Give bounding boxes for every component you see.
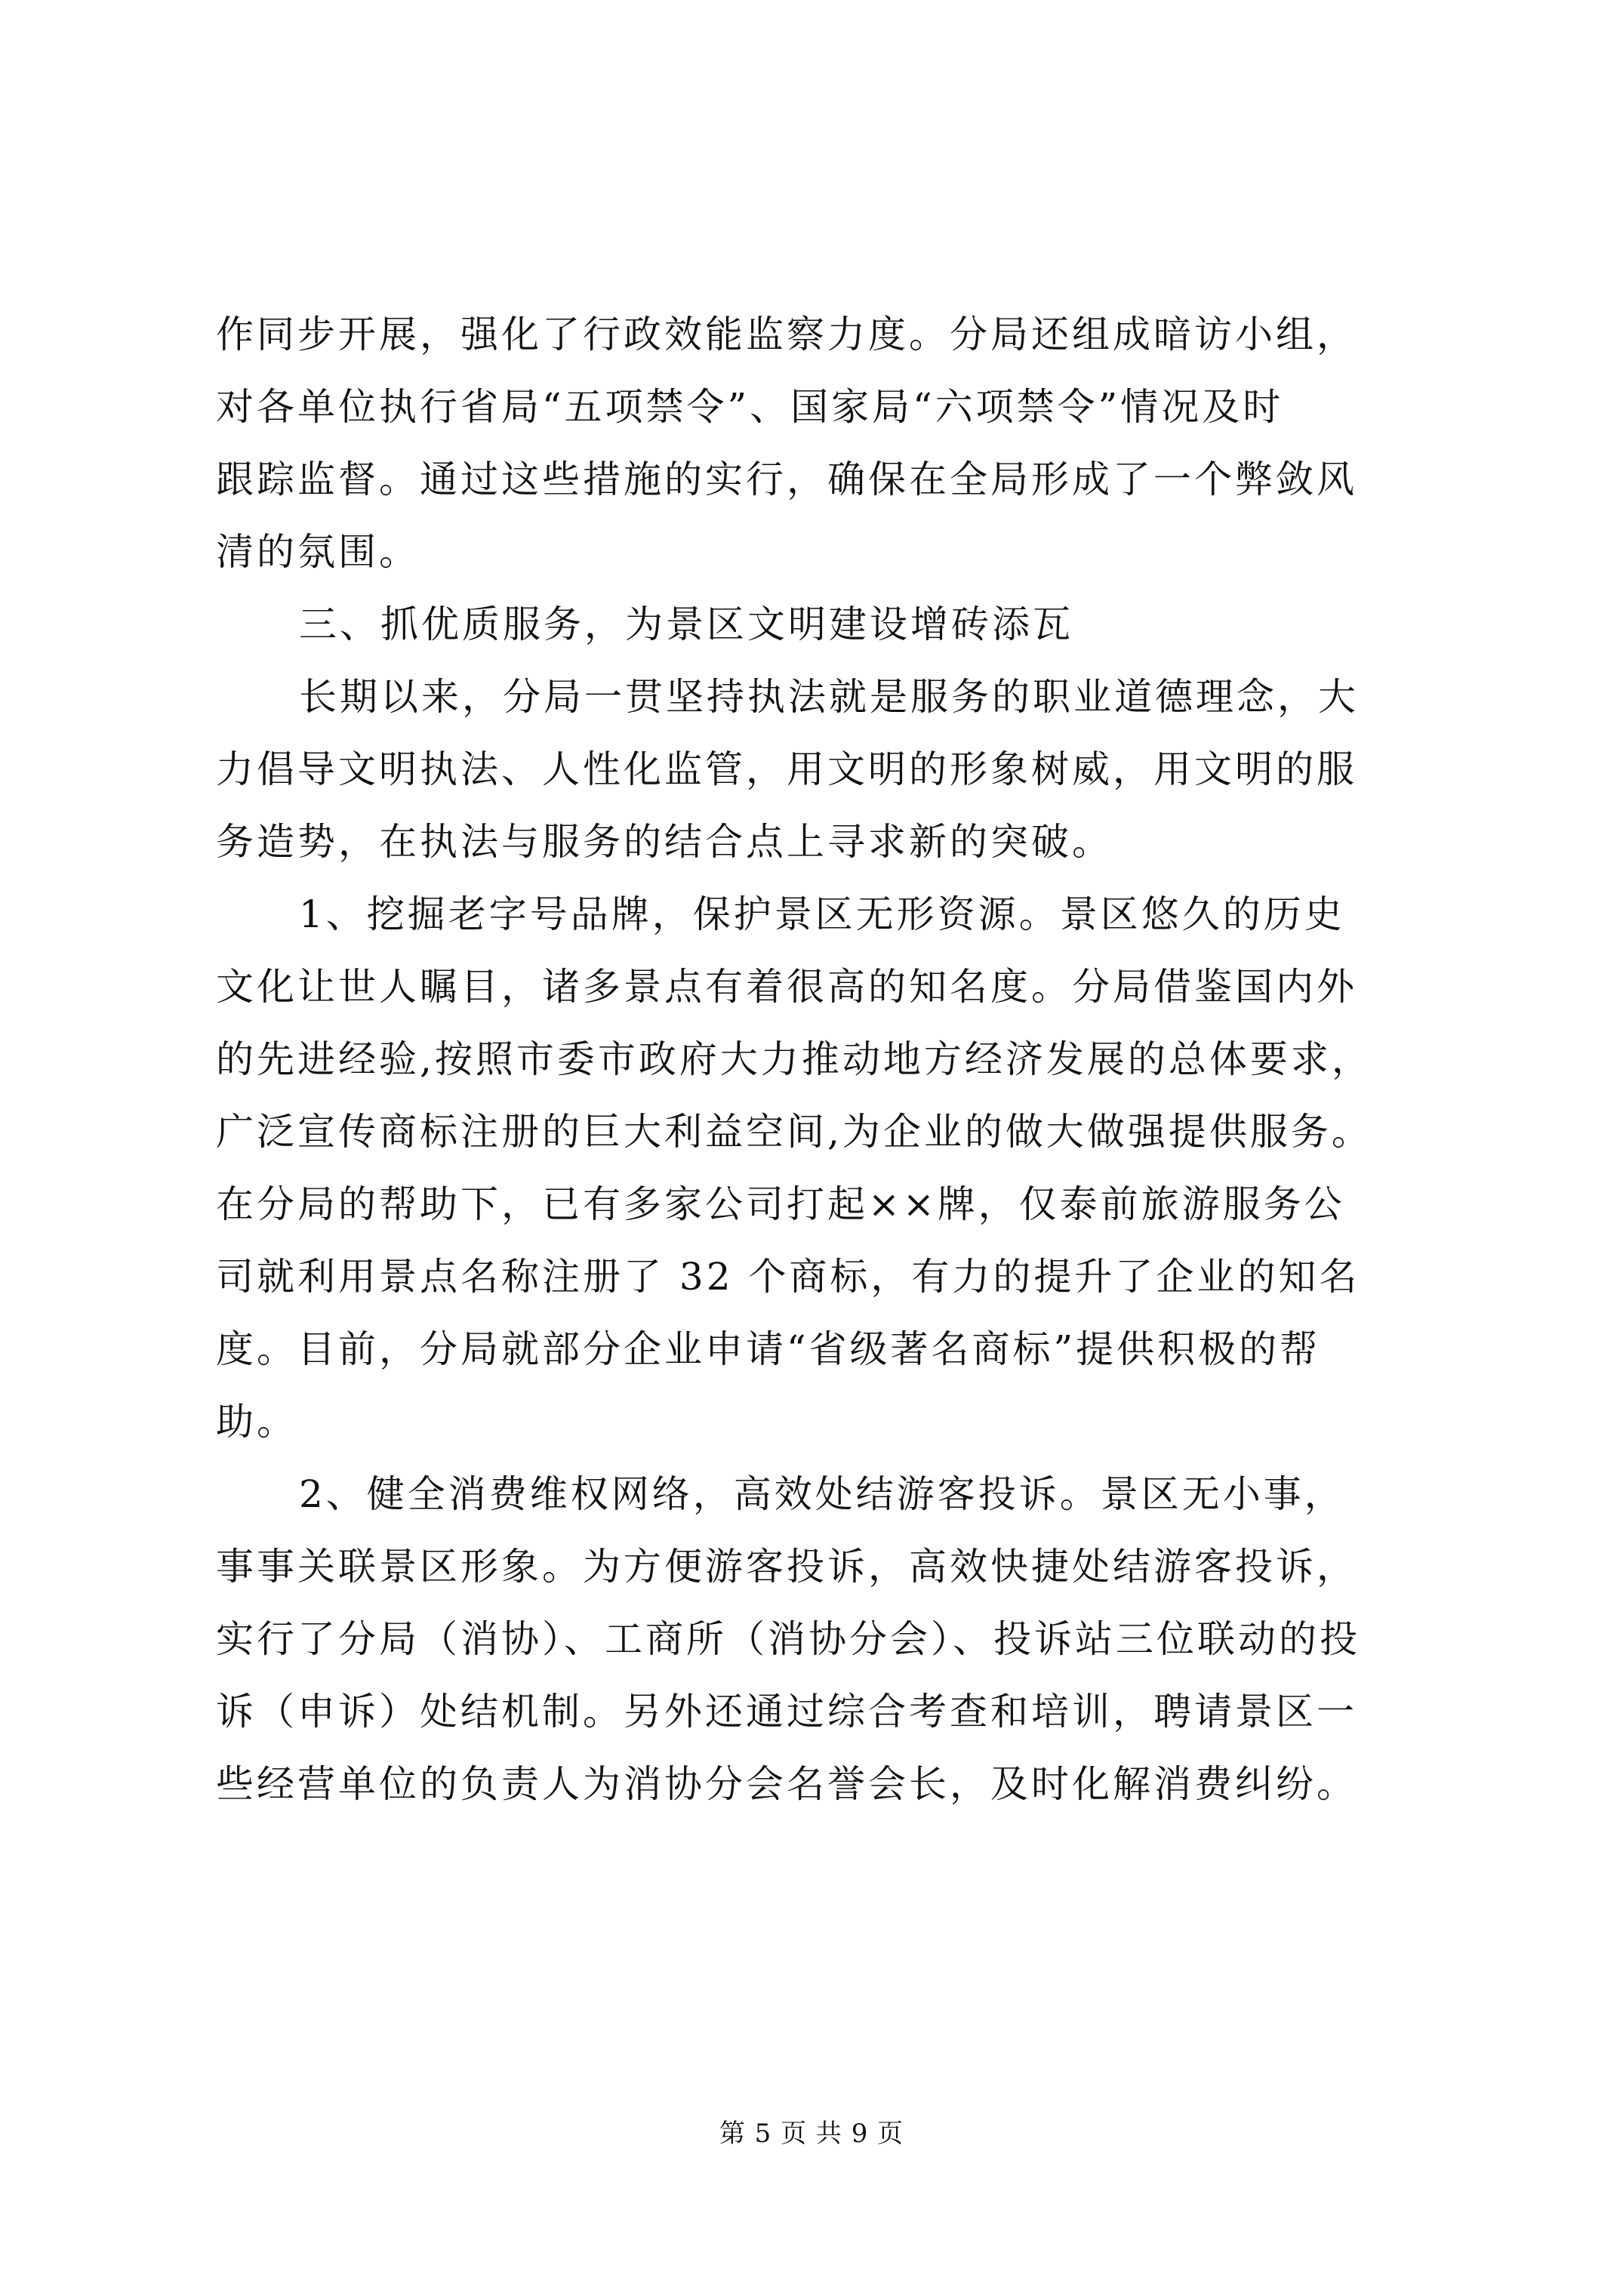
text-line: 诉（申诉）处结机制。另外还通过综合考查和培训，聘请景区一 [216, 1690, 1357, 1734]
text-line: 的先进经验,按照市委市政府大力推动地方经济发展的总体要求， [216, 1037, 1372, 1081]
text-line: 度。目前，分局就部分企业申请“省级著名商标”提供积极的帮 [216, 1327, 1321, 1371]
text-line: 跟踪监督。通过这些措施的实行，确保在全局形成了一个弊敛风 [216, 458, 1357, 501]
text-line: 1、挖掘老字号品牌，保护景区无形资源。景区悠久的历史 [299, 892, 1345, 936]
text-line: 对各单位执行省局“五项禁令”、国家局“六项禁令”情况及时 [216, 385, 1284, 429]
text-line: 在分局的帮助下，已有多家公司打起××牌，仅泰前旅游服务公 [216, 1182, 1345, 1226]
text-line: 广泛宣传商标注册的巨大利益空间,为企业的做大做强提供服务。 [216, 1110, 1372, 1154]
text-line: 助。 [216, 1400, 297, 1444]
section-heading: 三、抓优质服务，为景区文明建设增砖添瓦 [299, 603, 1073, 646]
text-line: 实行了分局（消协）、工商所（消协分会）、投诉站三位联动的投 [216, 1617, 1360, 1661]
text-line: 2、健全消费维权网络，高效处结游客投诉。景区无小事， [299, 1472, 1345, 1516]
text-line: 力倡导文明执法、人性化监管，用文明的形象树威，用文明的服 [216, 747, 1357, 791]
text-line: 文化让世人瞩目，诸多景点有着很高的知名度。分局借鉴国内外 [216, 965, 1357, 1009]
text-line: 务造势，在执法与服务的结合点上寻求新的突破。 [216, 820, 1113, 864]
document-body [216, 298, 1431, 1820]
page-footer: 第 5 页 共 9 页 [719, 2119, 904, 2149]
text-line: 些经营单位的负责人为消协分会名誉会长，及时化解消费纠纷。 [216, 1762, 1357, 1806]
text-line: 清的氛围。 [216, 530, 420, 574]
text-line: 司就利用景点名称注册了 32 个商标，有力的提升了企业的知名 [216, 1255, 1360, 1299]
text-line: 作同步开展，强化了行政效能监察力度。分局还组成暗访小组， [216, 313, 1357, 356]
text-line: 事事关联景区形象。为方便游客投诉，高效快捷处结游客投诉， [216, 1545, 1357, 1589]
text-line: 长期以来，分局一贯坚持执法就是服务的职业道德理念，大 [299, 675, 1359, 719]
